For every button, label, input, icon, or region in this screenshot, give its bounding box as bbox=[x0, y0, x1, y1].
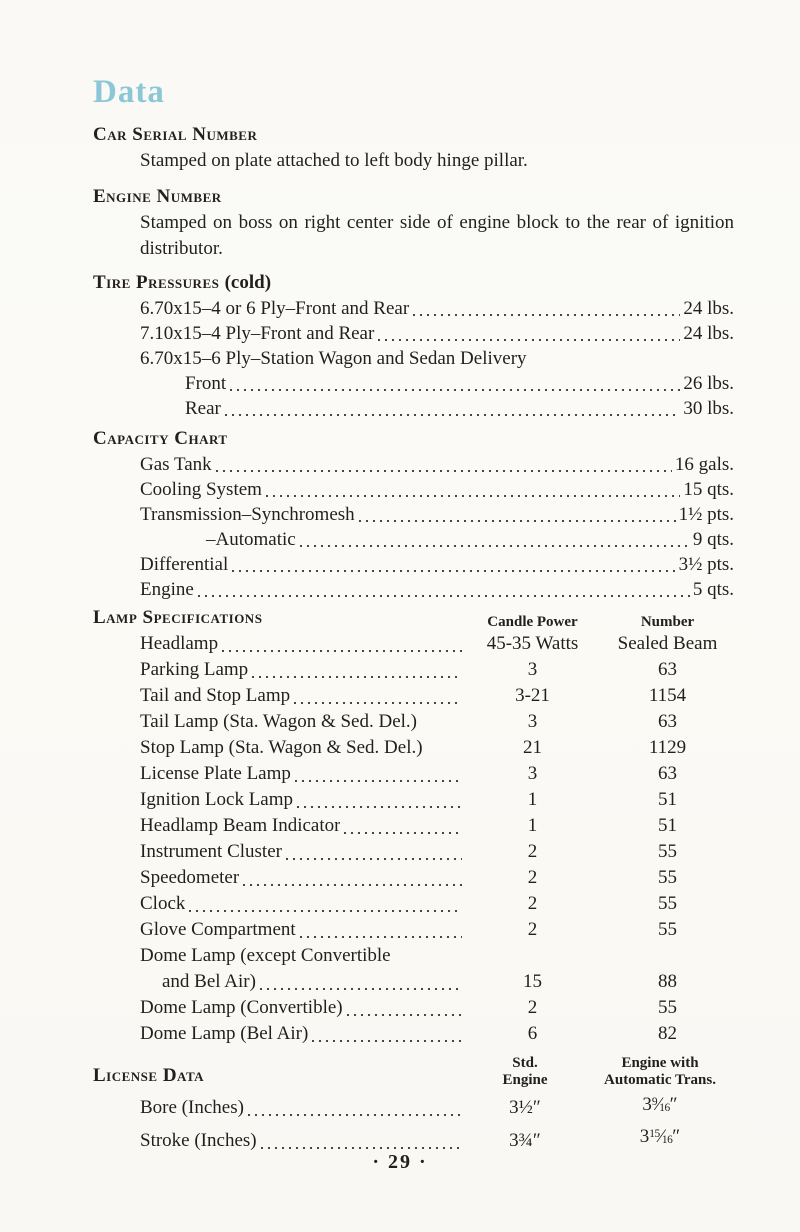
dotted-leader bbox=[216, 470, 672, 472]
number-value: 55 bbox=[658, 919, 677, 940]
dotted-leader bbox=[413, 314, 680, 316]
dotted-leader bbox=[297, 806, 462, 808]
number-value: 88 bbox=[658, 971, 677, 992]
table-row: Parking Lamp 3 63 bbox=[140, 657, 734, 683]
std-engine-value: 3¾″ bbox=[509, 1129, 541, 1151]
dotted-leader bbox=[312, 1040, 462, 1042]
number-value: 63 bbox=[658, 763, 677, 784]
dotted-leader bbox=[300, 545, 690, 547]
table-row bbox=[140, 943, 734, 995]
number-value: 55 bbox=[658, 893, 677, 914]
dotted-leader bbox=[252, 676, 462, 678]
number-value: 1154 bbox=[648, 685, 687, 706]
number-value: 55 bbox=[658, 867, 677, 888]
section-heading: Lamp Specifications bbox=[93, 607, 263, 628]
lamp-label-line1: Dome Lamp (except Convertible bbox=[140, 945, 391, 966]
table-row: Bore (Inches) 3½″ $3^9⁄_{16}''$ bbox=[140, 1089, 734, 1121]
section-body: Stamped on plate attached to left body hinge pillar. bbox=[140, 150, 528, 171]
table-row: Instrument Cluster 2 55 bbox=[140, 839, 734, 865]
dotted-leader bbox=[261, 1147, 462, 1149]
number-value: 51 bbox=[658, 815, 677, 836]
dotted-leader bbox=[248, 1114, 462, 1116]
table-row: Clock 2 55 bbox=[140, 891, 734, 917]
heading-suffix: (cold) bbox=[224, 272, 272, 293]
candle-power-value: 1 bbox=[527, 815, 538, 836]
section-capacity-chart bbox=[93, 426, 734, 602]
section-heading: Tire Pressures (cold) bbox=[93, 272, 272, 293]
number-value: 63 bbox=[658, 711, 677, 732]
number-value: 55 bbox=[658, 997, 677, 1018]
column-header-std-engine: Std. Engine bbox=[502, 1055, 548, 1088]
candle-power-value: 3-21 bbox=[515, 685, 550, 706]
table-row: Stop Lamp (Sta. Wagon & Sed. Del.) 21 1129 bbox=[140, 735, 734, 761]
table-row: Speedometer 2 55 bbox=[140, 865, 734, 891]
number-value: 55 bbox=[658, 841, 677, 862]
section-heading: Engine Number bbox=[93, 186, 222, 207]
page-title: Data bbox=[93, 74, 165, 110]
dotted-leader bbox=[347, 1014, 462, 1016]
std-engine-value: 3½″ bbox=[509, 1097, 541, 1119]
number-value: 1129 bbox=[648, 737, 687, 758]
dotted-leader bbox=[260, 988, 462, 990]
dotted-leader bbox=[198, 595, 690, 597]
section-lamp-specifications bbox=[93, 605, 734, 1047]
column-header-candle-power: Candle Power bbox=[487, 614, 578, 630]
dotted-leader bbox=[266, 495, 680, 497]
spec-row: 6.70x15–4 or 6 Ply–Front and Rear 24 lbs. bbox=[140, 298, 734, 319]
dotted-leader bbox=[243, 884, 462, 886]
candle-power-value: 6 bbox=[527, 1023, 538, 1044]
number-value: 63 bbox=[658, 659, 677, 680]
table-row: Dome Lamp (Bel Air) 6 82 bbox=[140, 1021, 734, 1047]
dotted-leader bbox=[378, 339, 680, 341]
license-table-header bbox=[93, 1055, 734, 1089]
dotted-leader bbox=[359, 520, 676, 522]
section-car-serial-number bbox=[93, 122, 734, 174]
candle-power-value: 15 bbox=[523, 971, 542, 992]
table-row: Glove Compartment 2 55 bbox=[140, 917, 734, 943]
automatic-value: $3^{15}⁄_{16}''$ bbox=[639, 1126, 681, 1148]
dotted-leader bbox=[232, 570, 675, 572]
spec-row: Differential 3½ pts. bbox=[140, 554, 734, 575]
page-number: · 29 · bbox=[372, 1151, 428, 1173]
candle-power-value: 2 bbox=[527, 893, 538, 914]
section-heading: Capacity Chart bbox=[93, 428, 228, 449]
spec-row: Transmission–Synchromesh 1½ pts. bbox=[140, 504, 734, 525]
spec-row: Rear 30 lbs. bbox=[185, 398, 734, 419]
automatic-value: $3^9⁄_{16}''$ bbox=[642, 1094, 678, 1116]
spec-row: Gas Tank 16 gals. bbox=[140, 454, 734, 475]
spec-row: –Automatic 9 qts. bbox=[206, 529, 734, 550]
candle-power-value: 2 bbox=[527, 997, 538, 1018]
candle-power-value: 21 bbox=[523, 737, 542, 758]
candle-power-value: 45-35 Watts bbox=[486, 633, 579, 654]
candle-power-value: 2 bbox=[527, 841, 538, 862]
table-row: Stroke (Inches) 3¾″ $3^{15}⁄_{16}''$ bbox=[140, 1121, 734, 1153]
dotted-leader bbox=[300, 936, 462, 938]
number-value: 51 bbox=[658, 789, 677, 810]
section-engine-number bbox=[93, 184, 734, 262]
table-row: Tail and Stop Lamp 3-21 1154 bbox=[140, 683, 734, 709]
section-tire-pressures bbox=[93, 270, 734, 421]
dotted-leader bbox=[189, 910, 462, 912]
table-row: Dome Lamp (Convertible) 2 55 bbox=[140, 995, 734, 1021]
section-heading: Car Serial Number bbox=[93, 124, 258, 145]
dotted-leader bbox=[295, 780, 462, 782]
table-row: Headlamp Beam Indicator 1 51 bbox=[140, 813, 734, 839]
candle-power-value: 3 bbox=[527, 711, 538, 732]
section-heading: License Data bbox=[93, 1065, 205, 1086]
dotted-leader bbox=[286, 858, 462, 860]
dotted-leader bbox=[225, 414, 680, 416]
section-body: Stamped on boss on right center side of engine block to the rear of ignition distributor. bbox=[140, 212, 734, 259]
dotted-leader bbox=[230, 389, 680, 391]
candle-power-value: 3 bbox=[527, 763, 538, 784]
dotted-leader bbox=[294, 702, 462, 704]
table-row: Headlamp 45-35 Watts Sealed Beam bbox=[140, 631, 734, 657]
candle-power-value: 2 bbox=[527, 867, 538, 888]
candle-power-value: 1 bbox=[527, 789, 538, 810]
lamp-label-line2: and Bel Air) bbox=[162, 971, 256, 992]
table-row: Ignition Lock Lamp 1 51 bbox=[140, 787, 734, 813]
table-row: Tail Lamp (Sta. Wagon & Sed. Del.) 3 63 bbox=[140, 709, 734, 735]
spec-row: 6.70x15–6 Ply–Station Wagon and Sedan Delivery bbox=[140, 348, 527, 369]
candle-power-value: 3 bbox=[527, 659, 538, 680]
number-value: 82 bbox=[658, 1023, 677, 1044]
candle-power-value: 2 bbox=[527, 919, 538, 940]
column-header-automatic: Engine with Automatic Trans. bbox=[604, 1055, 716, 1088]
lamp-table-header bbox=[93, 605, 734, 631]
spec-row: 7.10x15–4 Ply–Front and Rear 24 lbs. bbox=[140, 323, 734, 344]
column-header-number: Number bbox=[640, 614, 695, 630]
spec-row: Engine 5 qts. bbox=[140, 579, 734, 600]
section-license-data bbox=[93, 1055, 734, 1154]
table-row: License Plate Lamp 3 63 bbox=[140, 761, 734, 787]
spec-row: Cooling System 15 qts. bbox=[140, 479, 734, 500]
dotted-leader bbox=[222, 650, 462, 652]
spec-row: Front 26 lbs. bbox=[185, 373, 734, 394]
dotted-leader bbox=[344, 832, 462, 834]
number-value: Sealed Beam bbox=[617, 633, 718, 654]
